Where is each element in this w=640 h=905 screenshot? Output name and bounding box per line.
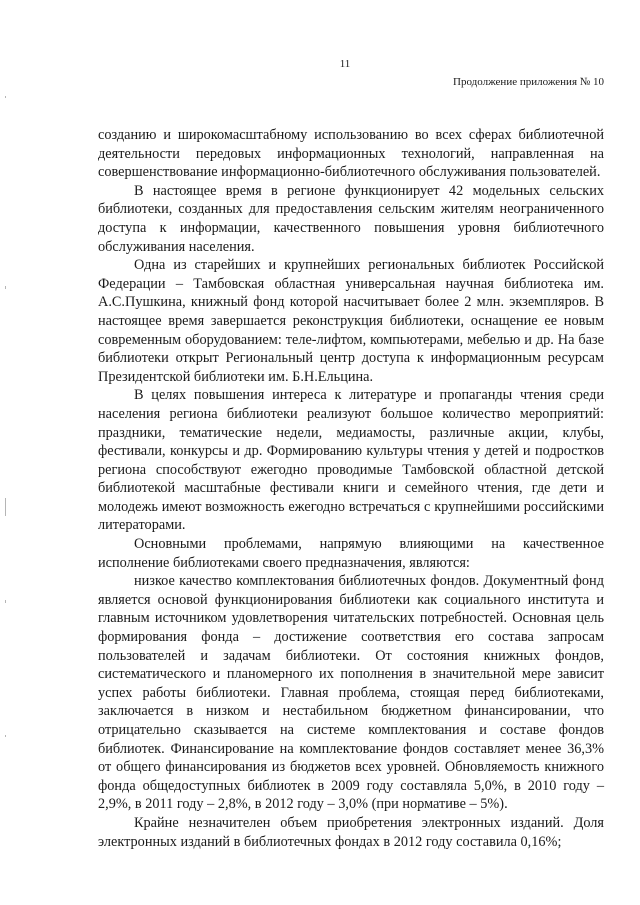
appendix-continuation-label: Продолжение приложения № 10	[453, 76, 604, 88]
scan-artifact	[5, 600, 6, 603]
body-text	[98, 126, 604, 851]
scan-artifact	[5, 498, 6, 516]
scan-artifact	[5, 286, 6, 289]
paragraph: Крайне незначителен объем приобретения электронных изданий. Доля электронных изданий в библиотечных фондах в 2012 году составила 0,16%;	[98, 814, 604, 850]
paragraph: низкое качество комплектования библиотечных фондов. Документный фонд является основой функционирования библиотеки как социального института и главным источником удовлетворения читательских потребностей. Основная цель формирования фонда – достижение соответствия его состава запросам пользователей и задачам библиотеки. От состояния книжных фондов, систематического и планомерного их пополнения в значительной мере зависит успех работы библиотеки. Главная проблема, стоящая перед библиотеками, заключается в низком и нестабильном бюджетном финансировании, что отрицательно сказывается на системе комплектования и составе фондов библиотек. Финансирование на комплектование фондов составляет менее 36,3% от общего финансирования из бюджетов всех уровней. Обновляемость книжного фонда общедоступных библиотек в 2009 году составляла 5,0%, в 2010 году – 2,9%, в 2011 году – 2,8%, в 2012 году – 3,0% (при нормативе – 5%).	[98, 573, 604, 813]
scan-artifact	[5, 735, 6, 737]
paragraph: созданию и широкомасштабному использованию во всех сферах библиотечной деятельности передовых информационных технологий, направленная на совершенствование информационно-библиотечного обслуживания пользователей.	[98, 127, 604, 181]
paragraph: Основными проблемами, напрямую влияющими на качественное исполнение библиотеками своего предназначения, являются:	[98, 536, 604, 571]
paragraph: В настоящее время в регионе функционирует 42 модельных сельских библиотеки, созданных для предоставления сельским жителям неограниченного доступа к информации, качественного повышения уровня библиотечного обслуживания населения.	[98, 182, 604, 255]
paragraph: В целях повышения интереса к литературе и пропаганды чтения среди населения региона библиотеки реализуют большое количество мероприятий: праздники, тематические недели, медиамосты, различные акции, клубы, фестивали, конкурсы и др. Формированию культуры чтения у детей и подростков региона способствуют ежегодно проводимые Тамбовской областной детской библиотекой масштабные фестивали книги и семейного чтения, где дети и молодежь имеют возможность ежегодно встречаться с крупнейшими российскими литераторами.	[98, 387, 604, 534]
page-number: 11	[339, 58, 351, 70]
paragraph: Одна из старейших и крупнейших региональных библиотек Российской Федерации – Тамбовская областная универсальная научная библиотека им. А.С.Пушкина, книжный фонд которой насчитывает более 2 млн. экземпляров. В настоящее время завершается реконструкция библиотеки, оснащение ее новым современным оборудованием: теле-лифтом, компьютерами, мебелью и др. На базе библиотеки открыт Региональный центр доступа к информационным ресурсам Президентской библиотеки им. Б.Н.Ельцина.	[98, 257, 604, 385]
scan-artifact	[5, 96, 6, 98]
